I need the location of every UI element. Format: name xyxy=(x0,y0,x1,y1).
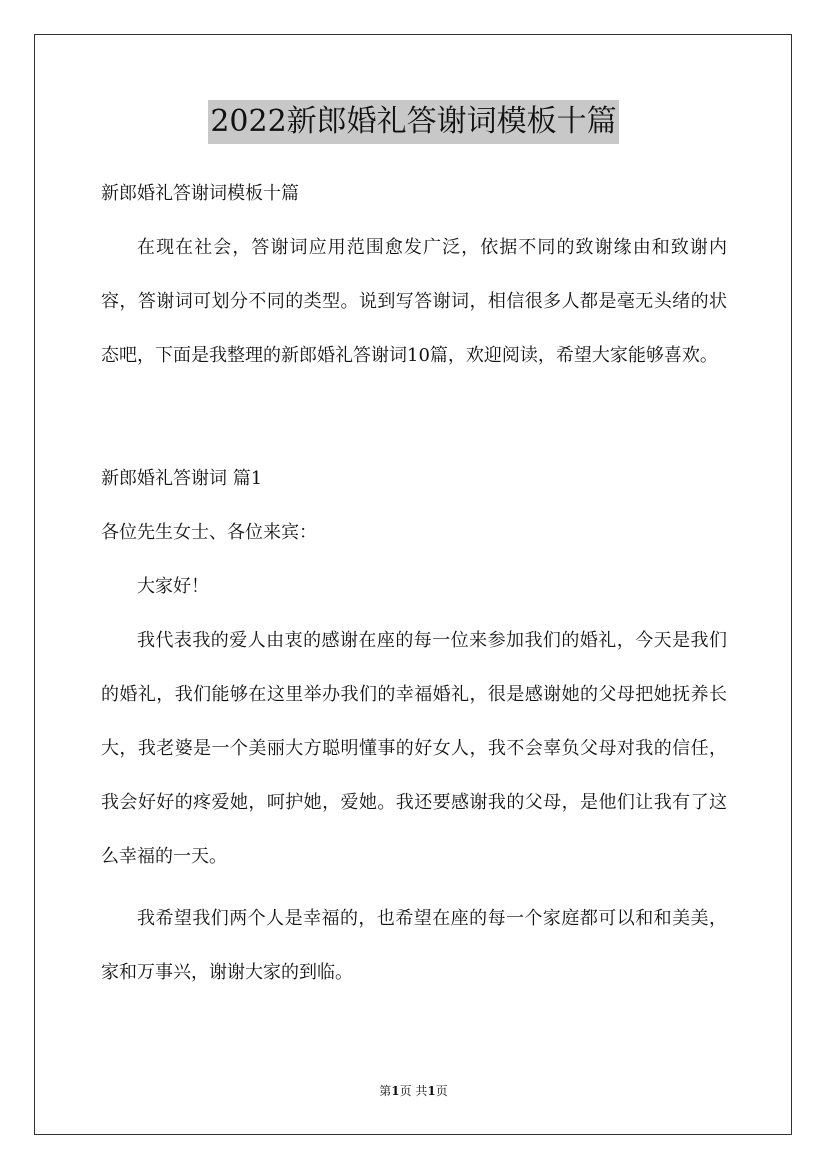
document-body xyxy=(101,178,727,1000)
footer-page-total: 1 xyxy=(427,1084,436,1098)
title-wrap xyxy=(0,100,827,144)
document-title: 2022新郎婚礼答谢词模板十篇 xyxy=(208,100,618,144)
footer-page-prefix: 第 xyxy=(379,1084,392,1098)
spacer xyxy=(101,549,727,571)
section-spacer xyxy=(101,383,727,463)
footer-page-current: 1 xyxy=(391,1084,400,1098)
salutation: 各位先生女士、各位来宾： xyxy=(101,522,317,543)
greeting: 大家好！ xyxy=(137,576,209,597)
body-paragraph-2: 我希望我们两个人是幸福的，也希望在座的每一个家庭都可以和和美美，家和万事兴，谢谢大家的到临。 xyxy=(101,908,727,983)
section-heading: 新郎婚礼答谢词 篇1 xyxy=(101,468,263,489)
document-subtitle: 新郎婚礼答谢词模板十篇 xyxy=(101,183,299,204)
spacer xyxy=(101,495,727,517)
body-paragraph-1: 我代表我的爱人由衷的感谢在座的每一位来参加我们的婚礼，今天是我们的婚礼，我们能够在这里举办我们的幸福婚礼，很是感谢她的父母把她抚养长大，我老婆是一个美丽大方聪明懂事的好女人，我不会辜负父母对我的信任，我会好好的疼爱她，呵护她，爱她。我还要感谢我的父母，是他们让我有了这么幸福的一天。 xyxy=(101,630,727,867)
footer-page-suffix: 页 xyxy=(435,1084,448,1098)
footer-page-mid: 页 共 xyxy=(399,1084,428,1098)
intro-paragraph: 在现在社会，答谢词应用范围愈发广泛，依据不同的致谢缘由和致谢内容，答谢词可划分不同的类型。说到写答谢词，相信很多人都是毫无头绪的状态吧，下面是我整理的新郎婚礼答谢词10篇，欢迎阅读，希望大家能够喜欢。 xyxy=(101,237,727,366)
page-footer xyxy=(0,1083,827,1099)
